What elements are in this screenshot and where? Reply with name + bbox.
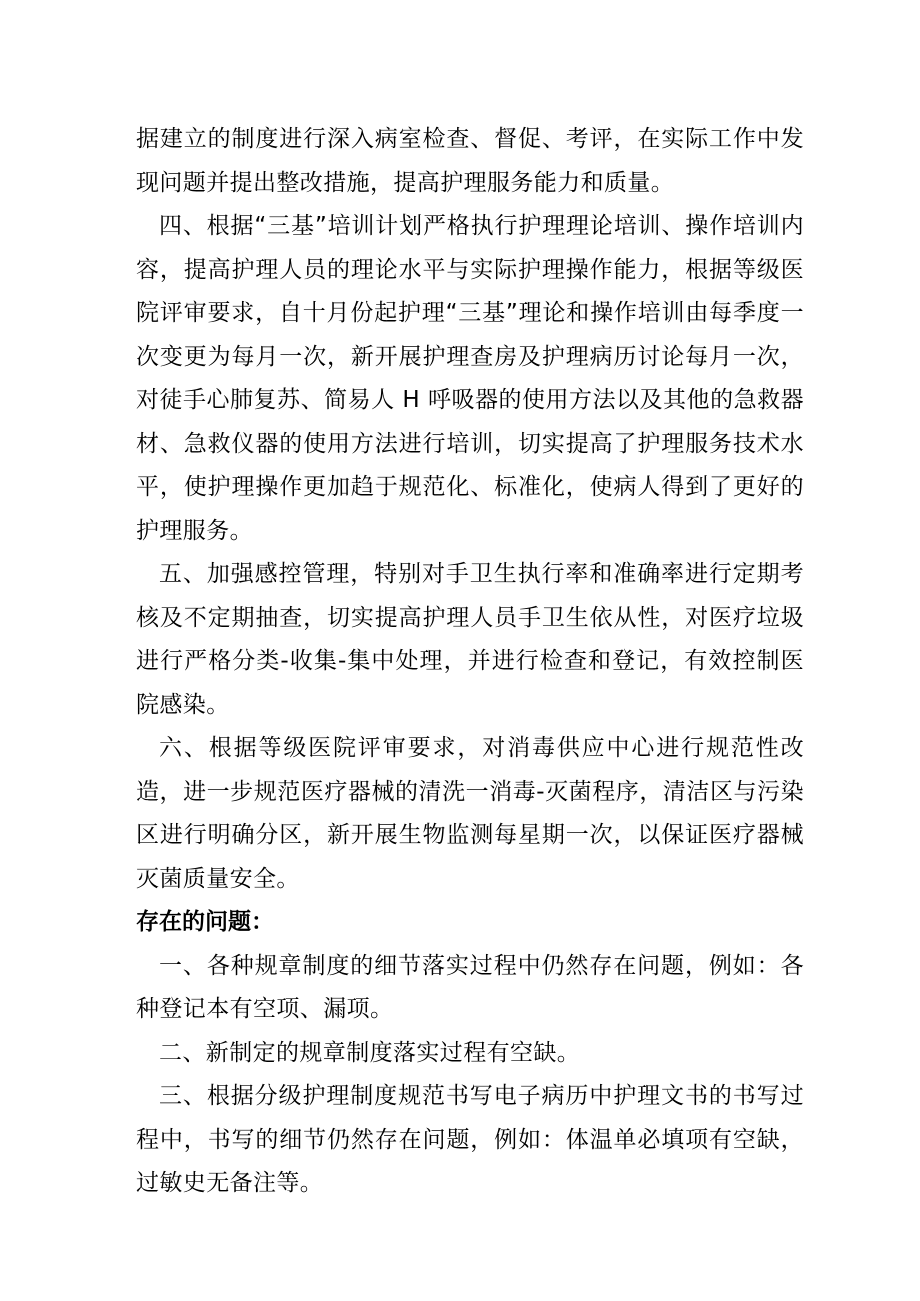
- document-page: [136, 118, 804, 1206]
- problems-heading: 存在的问题：: [136, 909, 274, 935]
- paragraph-item-5: 五、加强感控管理，特别对手卫生执行率和准确率进行定期考核及不定期抽查，切实提高护理人员手卫生依从性，对医疗垃圾进行严格分类-收集-集中处理，并进行检查和登记，有效控制医院感染。: [136, 561, 804, 718]
- paragraph-continued: 据建立的制度进行深入病室检查、督促、考评，在实际工作中发现问题并提出整改措施，提高护理服务能力和质量。: [136, 126, 804, 196]
- problem-item-2: 二、新制定的规章制度落实过程有空缺。: [159, 1039, 581, 1066]
- problem-item-3: 三、根据分级护理制度规范书写电子病历中护理文书的书写过程中，书写的细节仍然存在问题，例如：体温单必填项有空缺，过敏史无备注等。: [136, 1083, 804, 1196]
- paragraph-item-4: 四、根据“三基”培训计划严格执行护理理论培训、操作培训内容，提高护理人员的理论水平与实际护理操作能力，根据等级医院评审要求，自十月份起护理“三基”理论和操作培训由每季度一次变更为每月一次，新开展护理查房及护理病历讨论每月一次，对徒手心肺复苏、简易人 H 呼吸器的使用方法以及其他的急救器材、急救仪器的使用方法进行培训，切实提高了护理服务技术水平，使护理操作更加趋于规范化、标准化，使病人得到了更好的护理服务。: [136, 213, 804, 544]
- paragraph-item-6: 六、根据等级医院评审要求，对消毒供应中心进行规范性改造，进一步规范医疗器械的清洗一消毒-灭菌程序，清洁区与污染区进行明确分区，新开展生物监测每星期一次，以保证医疗器械灭菌质量安全。: [136, 735, 804, 892]
- problem-item-1: 一、各种规章制度的细节落实过程中仍然存在问题，例如：各种登记本有空项、漏项。: [136, 952, 804, 1022]
